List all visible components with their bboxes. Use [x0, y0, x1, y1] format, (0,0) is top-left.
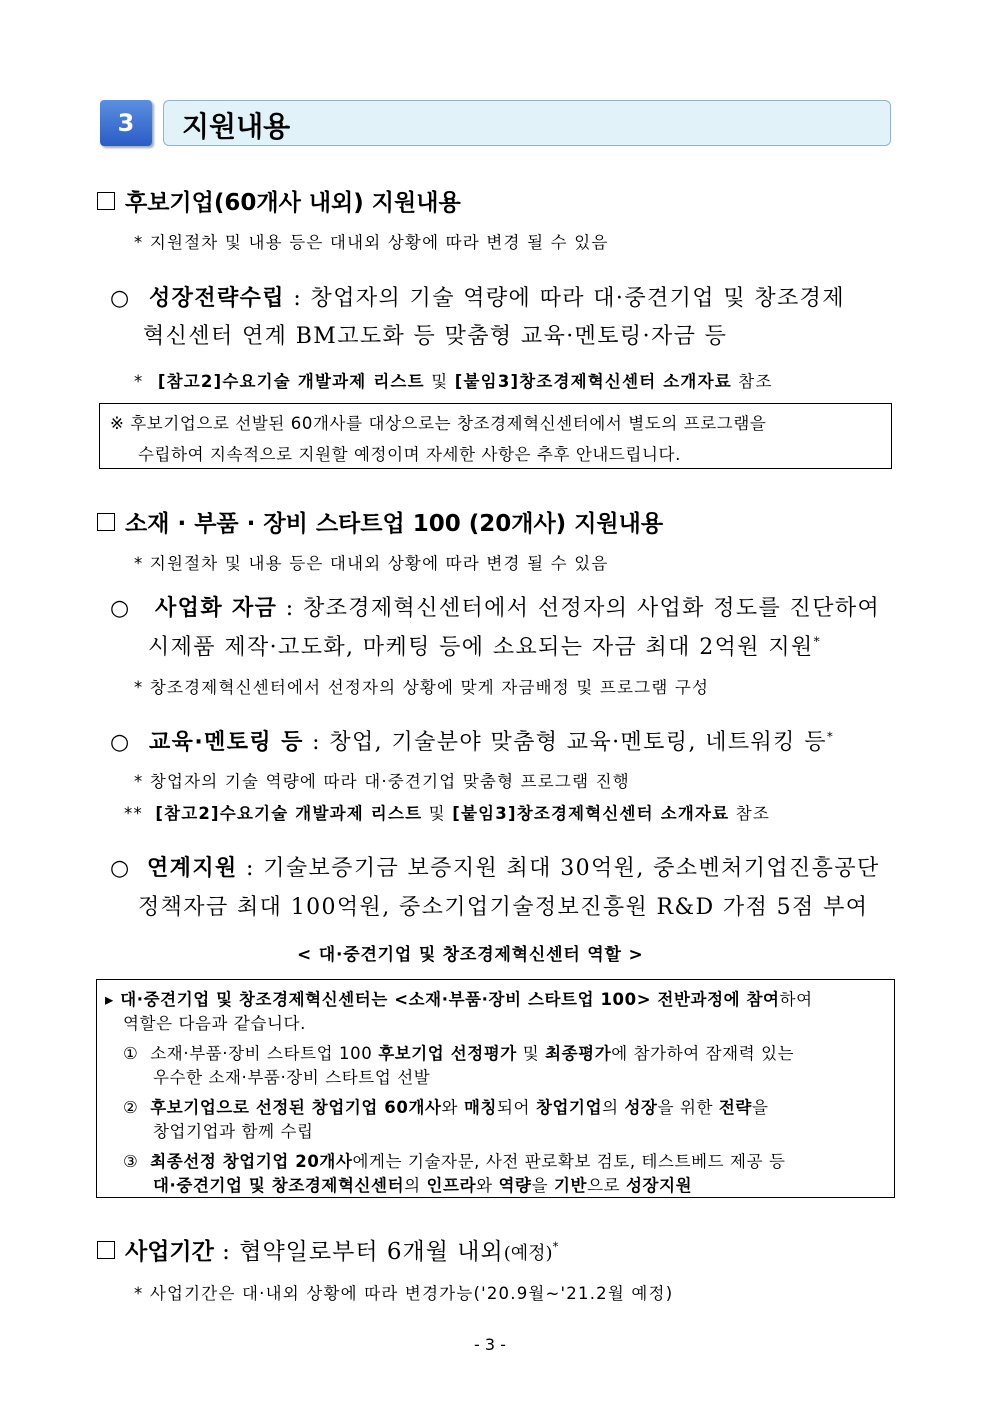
sec1-item1	[110, 281, 845, 312]
sec3-note: * 사업기간은 대·내외 상황에 따라 변경가능('20.9월~'21.2월 예정)	[134, 1284, 674, 1303]
roles-intro-rest: 하여	[779, 990, 813, 1009]
ref-end: 참조	[731, 372, 773, 391]
role-bold: 매칭	[463, 1098, 498, 1117]
sec2-item3-line2: 정책자금 최대 100억원, 중소기업기술정보진흥원 R&D 가점 5점 부여	[138, 895, 869, 920]
item-label: 연계지원	[147, 856, 238, 881]
role-text: 의	[404, 1176, 427, 1195]
role-number: ②	[123, 1098, 139, 1117]
role-bold: 후보기업으로 선정된 창업기업 60개사	[150, 1098, 442, 1117]
role-text: 에 참가하여 잠재력 있는	[611, 1044, 795, 1063]
item-text: : 기술보증기금 보증지원 최대 30억원, 중소벤처기업진흥공단	[237, 856, 880, 881]
sec1-reference	[134, 368, 773, 392]
sec1-heading	[97, 184, 461, 217]
sec2-item1-note: * 창조경제혁신센터에서 선정자의 상황에 맞게 자금배정 및 프로그램 구성	[134, 678, 710, 697]
role-bold: 최종평가	[545, 1044, 612, 1063]
checkbox-square-icon	[97, 513, 115, 531]
sec2-item1	[110, 591, 880, 622]
ref-end: 참조	[729, 804, 771, 823]
item-label: 성장전략수립	[149, 286, 285, 311]
item-text: : 창조경제혁신센터에서 선정자의 사업화 정도를 진단하여	[277, 596, 881, 621]
sec3-heading	[97, 1233, 559, 1266]
sec2-item3	[110, 851, 880, 882]
bullet-circle: ○	[110, 856, 131, 881]
roles-intro	[105, 986, 813, 1010]
role-text: 을	[531, 1176, 554, 1195]
notice-line2: 수립하여 지속적으로 지원할 예정이며 자세한 사항은 추후 안내드립니다.	[138, 445, 681, 464]
role-text: 소재·부품·장비 스타트업 100	[150, 1044, 379, 1063]
footnote-mark: *	[813, 634, 822, 649]
sec1-item1-line2: 혁신센터 연계 BM고도화 등 맞춤형 교육·멘토링·자금 등	[143, 324, 728, 349]
roles-box	[96, 979, 895, 1198]
role-3	[123, 1148, 786, 1172]
ref-a: [참고2]수요기술 개발과제 리스트	[157, 372, 425, 391]
role-2	[123, 1094, 769, 1118]
footnote-mark: *	[826, 729, 835, 744]
role-text: 및	[516, 1044, 546, 1063]
role-bold: 성장지원	[626, 1176, 693, 1195]
role-bold: 창업기업	[535, 1098, 603, 1117]
sec2-note: * 지원절차 및 내용 등은 대내외 상황에 따라 변경 될 수 있음	[134, 554, 609, 573]
role-3-line2	[153, 1172, 692, 1196]
role-text: 되어	[497, 1098, 536, 1117]
sec2-item2-note2	[124, 800, 770, 824]
bullet-circle: ○	[110, 730, 131, 755]
ref-b: [붙임3]창조경제혁신센터 소개자료	[454, 372, 732, 391]
role-bold: 기반	[553, 1176, 588, 1195]
item-text: : 창업, 기술분야 맞춤형 교육·멘토링, 네트워킹 등	[303, 730, 827, 755]
role-bold: 성장	[624, 1098, 658, 1117]
sec2-heading	[97, 505, 663, 538]
bullet-circle: ○	[110, 286, 131, 311]
item-label: 사업화 자금	[155, 596, 278, 621]
notice-line1: ※ 후보기업으로 선발된 60개사를 대상으로는 창조경제혁신센터에서 별도의 프로그램을	[110, 414, 767, 433]
sec2-item1-line2	[148, 630, 821, 661]
section-title: 지원내용	[182, 110, 291, 143]
sec2-heading-text: 소재 · 부품 · 장비 스타트업 100 (20개사) 지원내용	[125, 511, 664, 537]
section-title-bar	[163, 100, 891, 146]
ref-b: [붙임3]창조경제혁신센터 소개자료	[452, 804, 730, 823]
roles-intro-bold: ▸ 대·중견기업 및 창조경제혁신센터는 <소재·부품·장비 스타트업 100> 전반과정에 참여	[105, 990, 780, 1009]
sec1-notice-box	[99, 403, 892, 469]
ref-mid: 및	[424, 372, 455, 391]
ref-star: **	[124, 804, 143, 823]
role-text: 을 위한	[657, 1098, 719, 1117]
role-1	[123, 1040, 794, 1064]
bullet-circle: ○	[110, 596, 131, 621]
page-number: - 3 -	[474, 1335, 506, 1354]
roles-caption: < 대·중견기업 및 창조경제혁신센터 역할 >	[297, 945, 644, 965]
role-bold: 전략	[718, 1098, 752, 1117]
roles-intro-line2: 역할은 다음과 같습니다.	[123, 1014, 306, 1033]
ref-mid: 및	[422, 804, 453, 823]
role-bold: 인프라	[426, 1176, 477, 1195]
sec1-note: * 지원절차 및 내용 등은 대내외 상황에 따라 변경 될 수 있음	[134, 233, 609, 252]
role-bold: 대·중견기업 및 창조경제혁신센터	[153, 1176, 405, 1195]
role-text: 와	[441, 1098, 464, 1117]
item-text: : 창업자의 기술 역량에 따라 대·중견기업 및 창조경제	[284, 286, 845, 311]
section-number-badge: 3	[100, 100, 152, 146]
sec2-item2-note1: * 창업자의 기술 역량에 따라 대·중견기업 맞춤형 프로그램 진행	[134, 772, 630, 791]
role-text: 을	[751, 1098, 769, 1117]
ref-star: *	[134, 372, 144, 391]
role-bold: 최종선정 창업기업 20개사	[150, 1152, 353, 1171]
ref-a: [참고2]수요기술 개발과제 리스트	[155, 804, 423, 823]
footnote-mark: *	[552, 1239, 559, 1254]
role-bold: 후보기업 선정평가	[378, 1044, 517, 1063]
checkbox-square-icon	[97, 192, 115, 210]
sec3-period: : 협약일로부터 6개월 내외	[213, 1239, 504, 1265]
sec3-paren: (예정)	[503, 1243, 553, 1264]
role-2-line2: 창업기업과 함께 수립	[153, 1122, 314, 1141]
item-label: 교육·멘토링 등	[149, 730, 304, 755]
role-text: 와	[476, 1176, 499, 1195]
role-1-line2: 우수한 소재·부품·장비 스타트업 선발	[153, 1068, 431, 1087]
checkbox-square-icon	[97, 1241, 115, 1259]
sec2-item2	[110, 725, 834, 756]
role-number: ①	[123, 1044, 139, 1063]
role-number: ③	[123, 1152, 139, 1171]
role-text: 으로	[587, 1176, 626, 1195]
role-text: 의	[602, 1098, 625, 1117]
role-bold: 역량	[498, 1176, 532, 1195]
role-text: 에게는 기술자문, 사전 판로확보 검토, 테스트베드 제공 등	[352, 1152, 786, 1171]
sec3-heading-text: 사업기간	[125, 1239, 214, 1265]
sec1-heading-text: 후보기업(60개사 내외) 지원내용	[125, 190, 461, 216]
item-text-line2: 시제품 제작·고도화, 마케팅 등에 소요되는 자금 최대 2억원 지원	[148, 635, 814, 660]
